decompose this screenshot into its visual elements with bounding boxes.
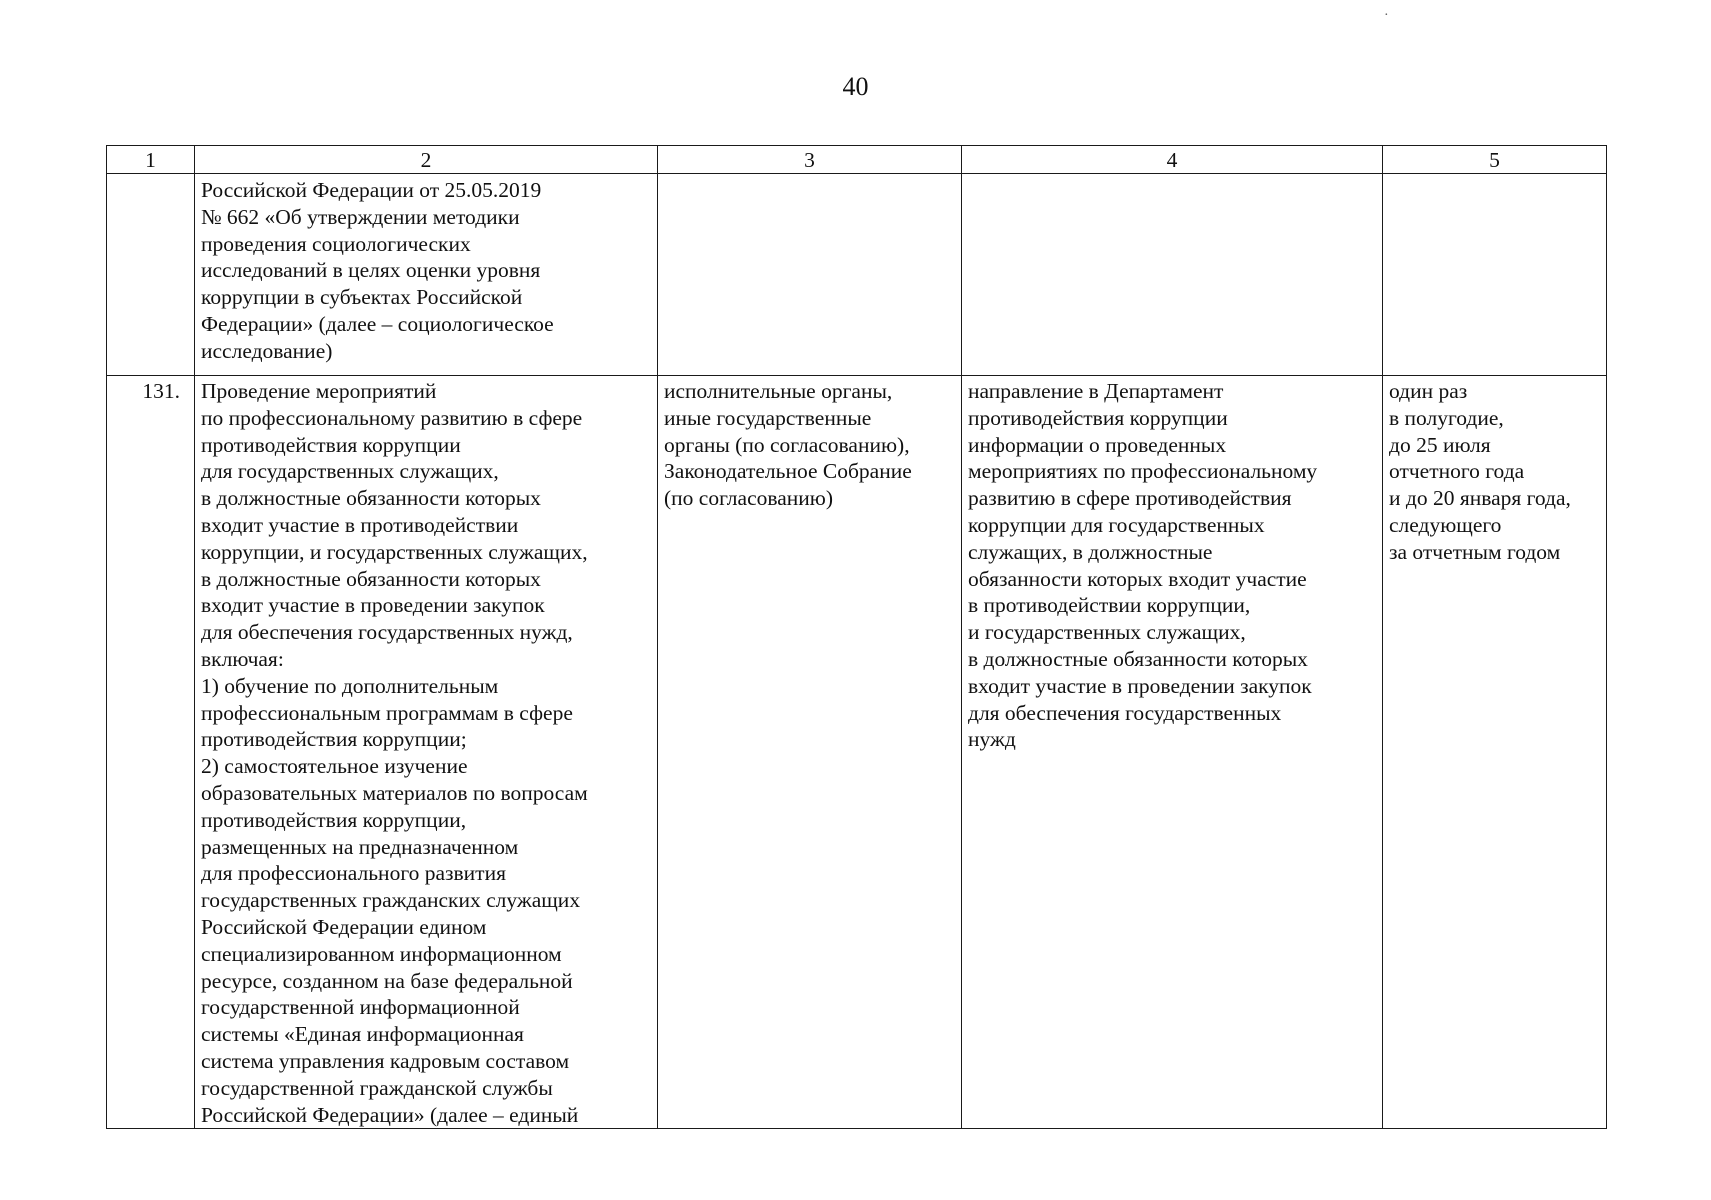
page-number: 40	[842, 72, 869, 101]
column-header-5: 5	[1383, 146, 1607, 174]
table-header-row	[107, 146, 1607, 174]
row-number-cell: 131.	[107, 376, 195, 1129]
result-text: направление в Департамент противодействия коррупции информации о проведенных мероприятиях по профессиональному развитию в сфере противодействия коррупции для государственных служащих, в должностные обязанности которых входит участие в противодействии коррупции, и государственных служащих, в должностные обязанности которых входит участие в проведении закупок для обеспечения государственных нужд	[968, 379, 1318, 752]
result-cell	[962, 174, 1383, 376]
table-row	[107, 174, 1607, 376]
activity-text: Российской Федерации от 25.05.2019 № 662 «Об утверждении методики проведения социологических исследований в целях оценки уровня коррупции в субъектах Российской Федерации» (далее – социологическое исследование)	[201, 178, 554, 363]
column-header-2: 2	[195, 146, 658, 174]
result-cell	[962, 376, 1383, 1129]
deadline-cell	[1383, 174, 1607, 376]
row-number-cell	[107, 174, 195, 376]
executors-cell	[658, 376, 962, 1129]
deadline-text: один раз в полугодие, до 25 июля отчетного года и до 20 января года, следующего за отчетным годом	[1389, 379, 1571, 564]
activity-cell	[195, 174, 658, 376]
activity-text: Проведение мероприятий по профессиональному развитию в сфере противодействия коррупции для государственных служащих, в должностные обязанности которых входит участие в противодействии коррупции, и государственных служащих, в должностные обязанности которых входит участие в проведении закупок для обеспечения государственных нужд, включая: 1) обучение по дополнительным профессиональным программам в сфере противодействия коррупции; 2) самостоятельное изучение образовательных материалов по вопросам противодействия коррупции, размещенных на предназначенном для профессионального развития государственных гражданских служащих Российской Федерации едином специализированном информационном ресурсе, созданном на базе федеральной государственной информационной системы «Единая информационная система управления кадровым составом государственной гражданской службы Российской Федерации» (далее – единый	[201, 379, 588, 1127]
deadline-cell	[1383, 376, 1607, 1129]
column-header-3: 3	[658, 146, 962, 174]
plan-table	[106, 145, 1607, 1129]
executors-text: исполнительные органы, иные государственные органы (по согласованию), Законодательное Собрание (по согласованию)	[664, 379, 912, 511]
column-header-4: 4	[962, 146, 1383, 174]
table-row	[107, 376, 1607, 1129]
executors-cell	[658, 174, 962, 376]
scan-speck-mark: ·	[1384, 8, 1389, 23]
activity-cell	[195, 376, 658, 1129]
column-header-1: 1	[107, 146, 195, 174]
